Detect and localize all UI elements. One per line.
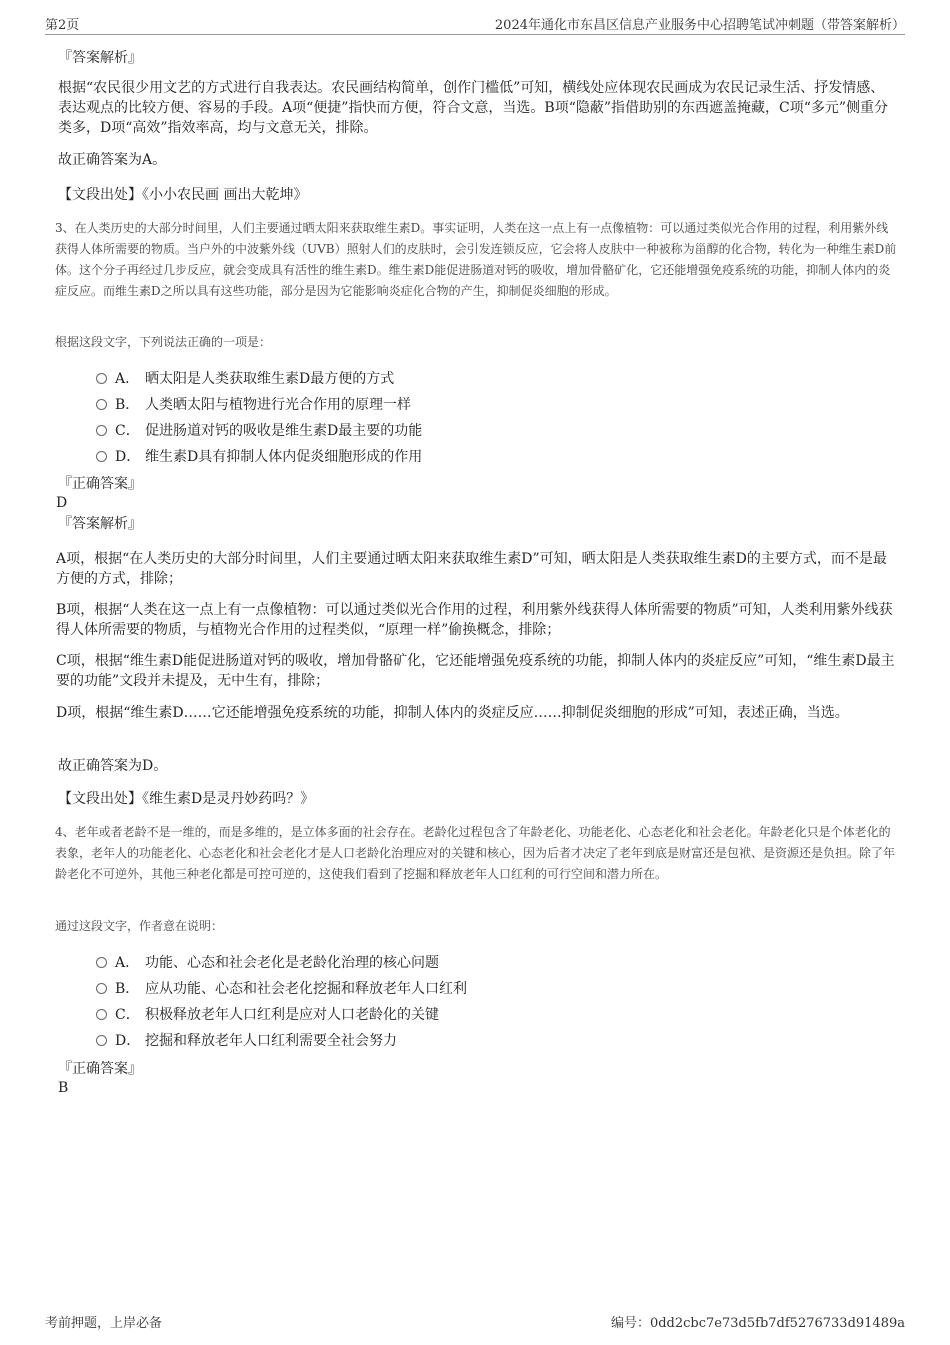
option-text: 促进肠道对钙的吸收是维生素D最主要的功能: [145, 423, 423, 439]
radio-icon[interactable]: [96, 957, 107, 968]
page-footer: [45, 1312, 905, 1330]
radio-icon[interactable]: [96, 399, 107, 410]
footer-slogan: 考前押题，上岸必备: [45, 1316, 163, 1331]
prev-conclusion: 故正确答案为A。: [58, 152, 167, 168]
q4-answer: B: [58, 1080, 69, 1096]
q3-option-b[interactable]: [96, 395, 411, 415]
q4-option-c[interactable]: [96, 1005, 439, 1025]
page-number: 第2页: [45, 18, 80, 33]
radio-icon[interactable]: [96, 983, 107, 994]
option-text: 应从功能、心态和社会老化挖掘和释放老年人口红利: [145, 981, 467, 997]
option-letter: C．: [115, 423, 140, 439]
q3-conclusion: 故正确答案为D。: [58, 758, 168, 774]
q3-option-c[interactable]: [96, 421, 422, 441]
q3-analysis-c: C项，根据“维生素D能促进肠道对钙的吸收，增加骨骼矿化，它还能增强免疫系统的功能，抑制人体内的炎症反应”可知，“维生素D最主要的功能”文段并未提及，无中生有，排除；: [56, 653, 895, 689]
q3-answer-label: 『正确答案』: [58, 476, 142, 492]
prev-analysis-label: 『答案解析』: [58, 50, 142, 66]
q3-option-d[interactable]: [96, 447, 422, 467]
q3-prompt: 根据这段文字，下列说法正确的一项是：: [55, 335, 272, 349]
prev-source: 【文段出处】《小小农民画 画出大乾坤》: [58, 187, 308, 203]
option-text: 维生素D具有抑制人体内促炎细胞形成的作用: [145, 449, 423, 465]
q3-analysis-d: D项，根据“维生素D……它还能增强免疫系统的功能，抑制人体内的炎症反应……抑制促炎细胞的形成”可知，表述正确，当选。: [56, 705, 849, 721]
radio-icon[interactable]: [96, 425, 107, 436]
radio-icon[interactable]: [96, 1009, 107, 1020]
option-text: 人类晒太阳与植物进行光合作用的原理一样: [145, 397, 411, 413]
document-title: 2024年通化市东昌区信息产业服务中心招聘笔试冲刺题（带答案解析）: [494, 18, 905, 33]
option-letter: B．: [115, 397, 140, 413]
q3-analysis-label: 『答案解析』: [58, 516, 142, 532]
q3-option-a[interactable]: [96, 369, 394, 389]
q3-passage: 3、在人类历史的大部分时间里，人们主要通过晒太阳来获取维生素D。事实证明，人类在这一点上有一点像植物：可以通过类似光合作用的过程，利用紫外线获得人体所需要的物质。当户外的中波紫外线（UVB）照射人们的皮肤时，会引发连锁反应，它会将人皮肤中一种被称为甾醇的化合物，转化为一种维生素D前体。这个分子再经过几步反应，就会变成具有活性的维生素D。维生素D能促进肠道对钙的吸收，增加骨骼矿化，它还能增强免疫系统的功能，抑制人体内的炎症反应。而维生素D之所以具有这些功能，部分是因为它能影响炎症化合物的产生，抑制促炎细胞的形成。: [55, 221, 897, 298]
option-text: 功能、心态和社会老化是老龄化治理的核心问题: [145, 955, 439, 971]
q3-answer: D: [56, 495, 68, 511]
radio-icon[interactable]: [96, 451, 107, 462]
document-code: 编号：0dd2cbc7e73d5fb7df5276733d91489a: [610, 1316, 905, 1331]
prev-analysis-text: 根据“农民很少用文艺的方式进行自我表达。农民画结构简单，创作门槛低”可知，横线处应体现农民画成为农民记录生活、抒发情感、表达观点的比较方便、容易的手段。A项“便捷”指快而方便，符合文意，当选。B项“隐蔽”指借助别的东西遮盖掩藏，C项“多元”侧重分类多，D项“高效”指效率高，均与文意无关，排除。: [58, 80, 889, 136]
radio-icon[interactable]: [96, 1035, 107, 1046]
q3-source: 【文段出处】《维生素D是灵丹妙药吗？》: [58, 791, 315, 807]
page-header: [45, 14, 905, 35]
option-letter: D．: [115, 449, 141, 465]
option-letter: A．: [115, 371, 140, 387]
option-letter: D．: [115, 1033, 141, 1049]
q4-option-b[interactable]: [96, 979, 467, 999]
option-text: 积极释放老年人口红利是应对人口老龄化的关键: [145, 1007, 439, 1023]
option-text: 晒太阳是人类获取维生素D最方便的方式: [145, 371, 395, 387]
option-letter: B．: [115, 981, 140, 997]
q4-option-a[interactable]: [96, 953, 439, 973]
q4-answer-label: 『正确答案』: [58, 1061, 142, 1077]
q4-passage: 4、老年或者老龄不是一维的，而是多维的，是立体多面的社会存在。老龄化过程包含了年龄老化、功能老化、心态老化和社会老化。年龄老化只是个体老化的表象，老年人的功能老化、心态老化和社会老化才是人口老龄化治理应对的关键和核心，因为后者才决定了老年到底是财富还是包袱、是资源还是负担。除了年龄老化不可逆外，其他三种老化都是可控可逆的，这使我们看到了挖掘和释放老年人口红利的可行空间和潜力所在。: [55, 825, 896, 881]
radio-icon[interactable]: [96, 373, 107, 384]
option-letter: A．: [115, 955, 140, 971]
q4-option-d[interactable]: [96, 1031, 397, 1051]
q3-analysis-a: A项，根据“在人类历史的大部分时间里，人们主要通过晒太阳来获取维生素D”可知，晒太阳是人类获取维生素D的主要方式，而不是最方便的方式，排除；: [56, 551, 887, 587]
q4-prompt: 通过这段文字，作者意在说明：: [55, 919, 224, 933]
option-letter: C．: [115, 1007, 140, 1023]
q3-analysis-b: B项，根据“人类在这一点上有一点像植物：可以通过类似光合作用的过程，利用紫外线获得人体所需要的物质”可知，人类利用紫外线获得人体所需要的物质，与植物光合作用的过程类似，“原理一样”偷换概念，排除；: [56, 602, 893, 638]
option-text: 挖掘和释放老年人口红利需要全社会努力: [145, 1033, 397, 1049]
